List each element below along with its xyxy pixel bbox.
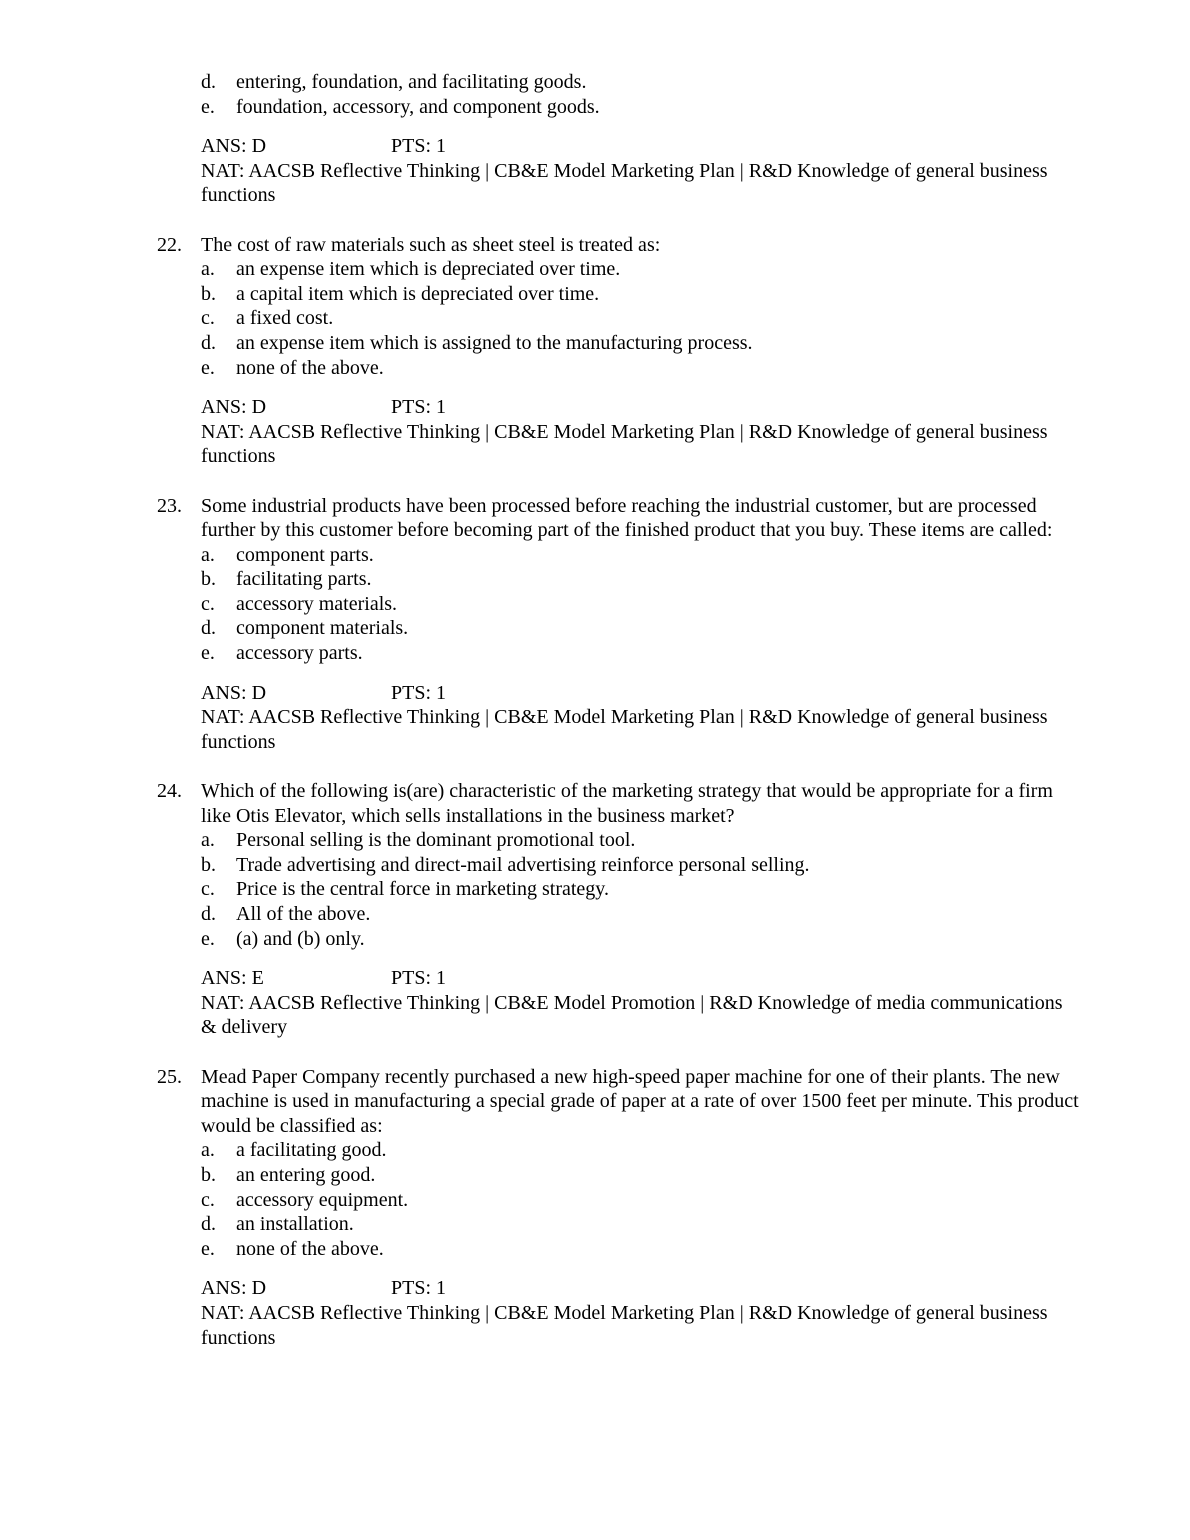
option-letter: e. (201, 95, 215, 118)
answer-line (201, 966, 1081, 991)
standards-tags: NAT: AACSB Reflective Thinking | CB&E Model Marketing Plan | R&D Knowledge of general business functions (201, 420, 1048, 468)
option-text: an entering good. (236, 1163, 376, 1186)
answer-metadata (201, 681, 1081, 755)
answer-line (201, 395, 1081, 420)
option-text: an installation. (236, 1213, 354, 1236)
question-block (157, 779, 1087, 1040)
option-text: accessory parts. (236, 642, 363, 665)
question-stem: The cost of raw materials such as sheet steel is treated as: (201, 233, 661, 256)
answer-option (201, 828, 1087, 853)
answer-option (201, 257, 1087, 282)
question-number: 25. (157, 1065, 182, 1088)
question-number: 24. (157, 780, 182, 803)
answer-key: ANS: E (201, 967, 264, 990)
answer-option (201, 877, 1087, 902)
option-letter: a. (201, 543, 215, 566)
answer-option (201, 356, 1087, 381)
points: PTS: 1 (391, 396, 447, 419)
answer-option (201, 1212, 1087, 1237)
option-text: none of the above. (236, 1237, 384, 1260)
answer-option (201, 616, 1087, 641)
answer-metadata (201, 134, 1081, 208)
question-block (157, 1065, 1087, 1351)
option-text: a facilitating good. (236, 1139, 387, 1162)
option-letter: b. (201, 1163, 216, 1186)
option-text: accessory materials. (236, 592, 398, 615)
question-block (157, 494, 1087, 755)
answer-option (201, 641, 1087, 666)
option-letter: d. (201, 903, 216, 925)
question-stem: Which of the following is(are) characteristic of the marketing strategy that would be appropriate for a firm like Otis Elevator, which sells installations in the business market? (201, 780, 1053, 827)
question-block (157, 233, 1087, 469)
standards-tags: NAT: AACSB Reflective Thinking | CB&E Model Marketing Plan | R&D Knowledge of general business functions (201, 1301, 1048, 1349)
question-number: 23. (157, 494, 182, 517)
option-text: facilitating parts. (236, 568, 372, 591)
answer-option (201, 70, 1087, 95)
option-letter: d. (201, 617, 216, 640)
option-letter: e. (201, 1237, 215, 1260)
question-number: 22. (157, 233, 182, 256)
answer-option (201, 1188, 1087, 1213)
option-letter: c. (201, 878, 215, 901)
option-text: an expense item which is depreciated over time. (236, 258, 621, 281)
answer-option (201, 853, 1087, 878)
option-letter: e. (201, 927, 215, 950)
answer-option (201, 927, 1087, 952)
option-letter: b. (201, 282, 216, 305)
answer-option (201, 1138, 1087, 1163)
answer-option (201, 1163, 1087, 1188)
question-block (157, 70, 1087, 208)
standards-tags: NAT: AACSB Reflective Thinking | CB&E Model Promotion | R&D Knowledge of media communications & delivery (201, 991, 1063, 1039)
option-text: foundation, accessory, and component goods. (236, 95, 600, 118)
option-text: component materials. (236, 617, 409, 640)
standards-tags: NAT: AACSB Reflective Thinking | CB&E Model Marketing Plan | R&D Knowledge of general business functions (201, 159, 1048, 207)
answer-key: ANS: D (201, 396, 267, 419)
answer-option (201, 567, 1087, 592)
points: PTS: 1 (391, 967, 447, 990)
answer-line (201, 1276, 1081, 1301)
option-letter: e. (201, 356, 215, 379)
option-text: component parts. (236, 543, 374, 566)
question-stem: Mead Paper Company recently purchased a new high-speed paper machine for one of their plants. The new machine is used in manufacturing a special grade of paper at a rate of over 1500 feet per minute. This product would be classified as: (201, 1065, 1079, 1137)
answer-key: ANS: D (201, 1277, 267, 1300)
option-letter: e. (201, 642, 215, 665)
option-text: accessory equipment. (236, 1188, 409, 1211)
option-text: none of the above. (236, 356, 384, 379)
answer-metadata (201, 1276, 1081, 1350)
option-letter: d. (201, 331, 216, 354)
option-text: Personal selling is the dominant promotional tool. (236, 829, 636, 852)
option-text: All of the above. (236, 903, 371, 925)
answer-option (201, 592, 1087, 617)
answer-option (201, 331, 1087, 356)
option-letter: b. (201, 568, 216, 591)
answer-option (201, 543, 1087, 568)
points: PTS: 1 (391, 1277, 447, 1300)
question-document (157, 70, 1087, 1375)
answer-line (201, 681, 1081, 706)
question-stem: Some industrial products have been processed before reaching the industrial customer, but are processed further by this customer before becoming part of the finished product that you buy. These items are called: (201, 494, 1053, 542)
option-text: Trade advertising and direct-mail advertising reinforce personal selling. (236, 853, 810, 876)
answer-metadata (201, 395, 1081, 469)
standards-tags: NAT: AACSB Reflective Thinking | CB&E Model Marketing Plan | R&D Knowledge of general business functions (201, 706, 1048, 753)
option-letter: a. (201, 258, 215, 281)
answer-key: ANS: D (201, 681, 267, 704)
answer-metadata (201, 966, 1081, 1040)
answer-line (201, 134, 1081, 159)
option-letter: c. (201, 307, 215, 330)
points: PTS: 1 (391, 681, 447, 704)
option-letter: c. (201, 1188, 215, 1211)
points: PTS: 1 (391, 135, 447, 158)
answer-option (201, 282, 1087, 307)
option-letter: d. (201, 71, 216, 93)
option-text: Price is the central force in marketing strategy. (236, 878, 609, 901)
option-letter: a. (201, 829, 215, 852)
answer-option (201, 95, 1087, 120)
option-text: a fixed cost. (236, 307, 334, 330)
option-letter: b. (201, 853, 216, 876)
option-text: (a) and (b) only. (236, 927, 365, 950)
option-text: an expense item which is assigned to the manufacturing process. (236, 331, 753, 354)
option-letter: d. (201, 1213, 216, 1236)
answer-option (201, 902, 1087, 927)
option-text: a capital item which is depreciated over time. (236, 282, 600, 305)
answer-option (201, 1237, 1087, 1262)
answer-option (201, 306, 1087, 331)
option-letter: a. (201, 1139, 215, 1162)
option-letter: c. (201, 592, 215, 615)
option-text: entering, foundation, and facilitating goods. (236, 71, 587, 93)
answer-key: ANS: D (201, 135, 267, 158)
